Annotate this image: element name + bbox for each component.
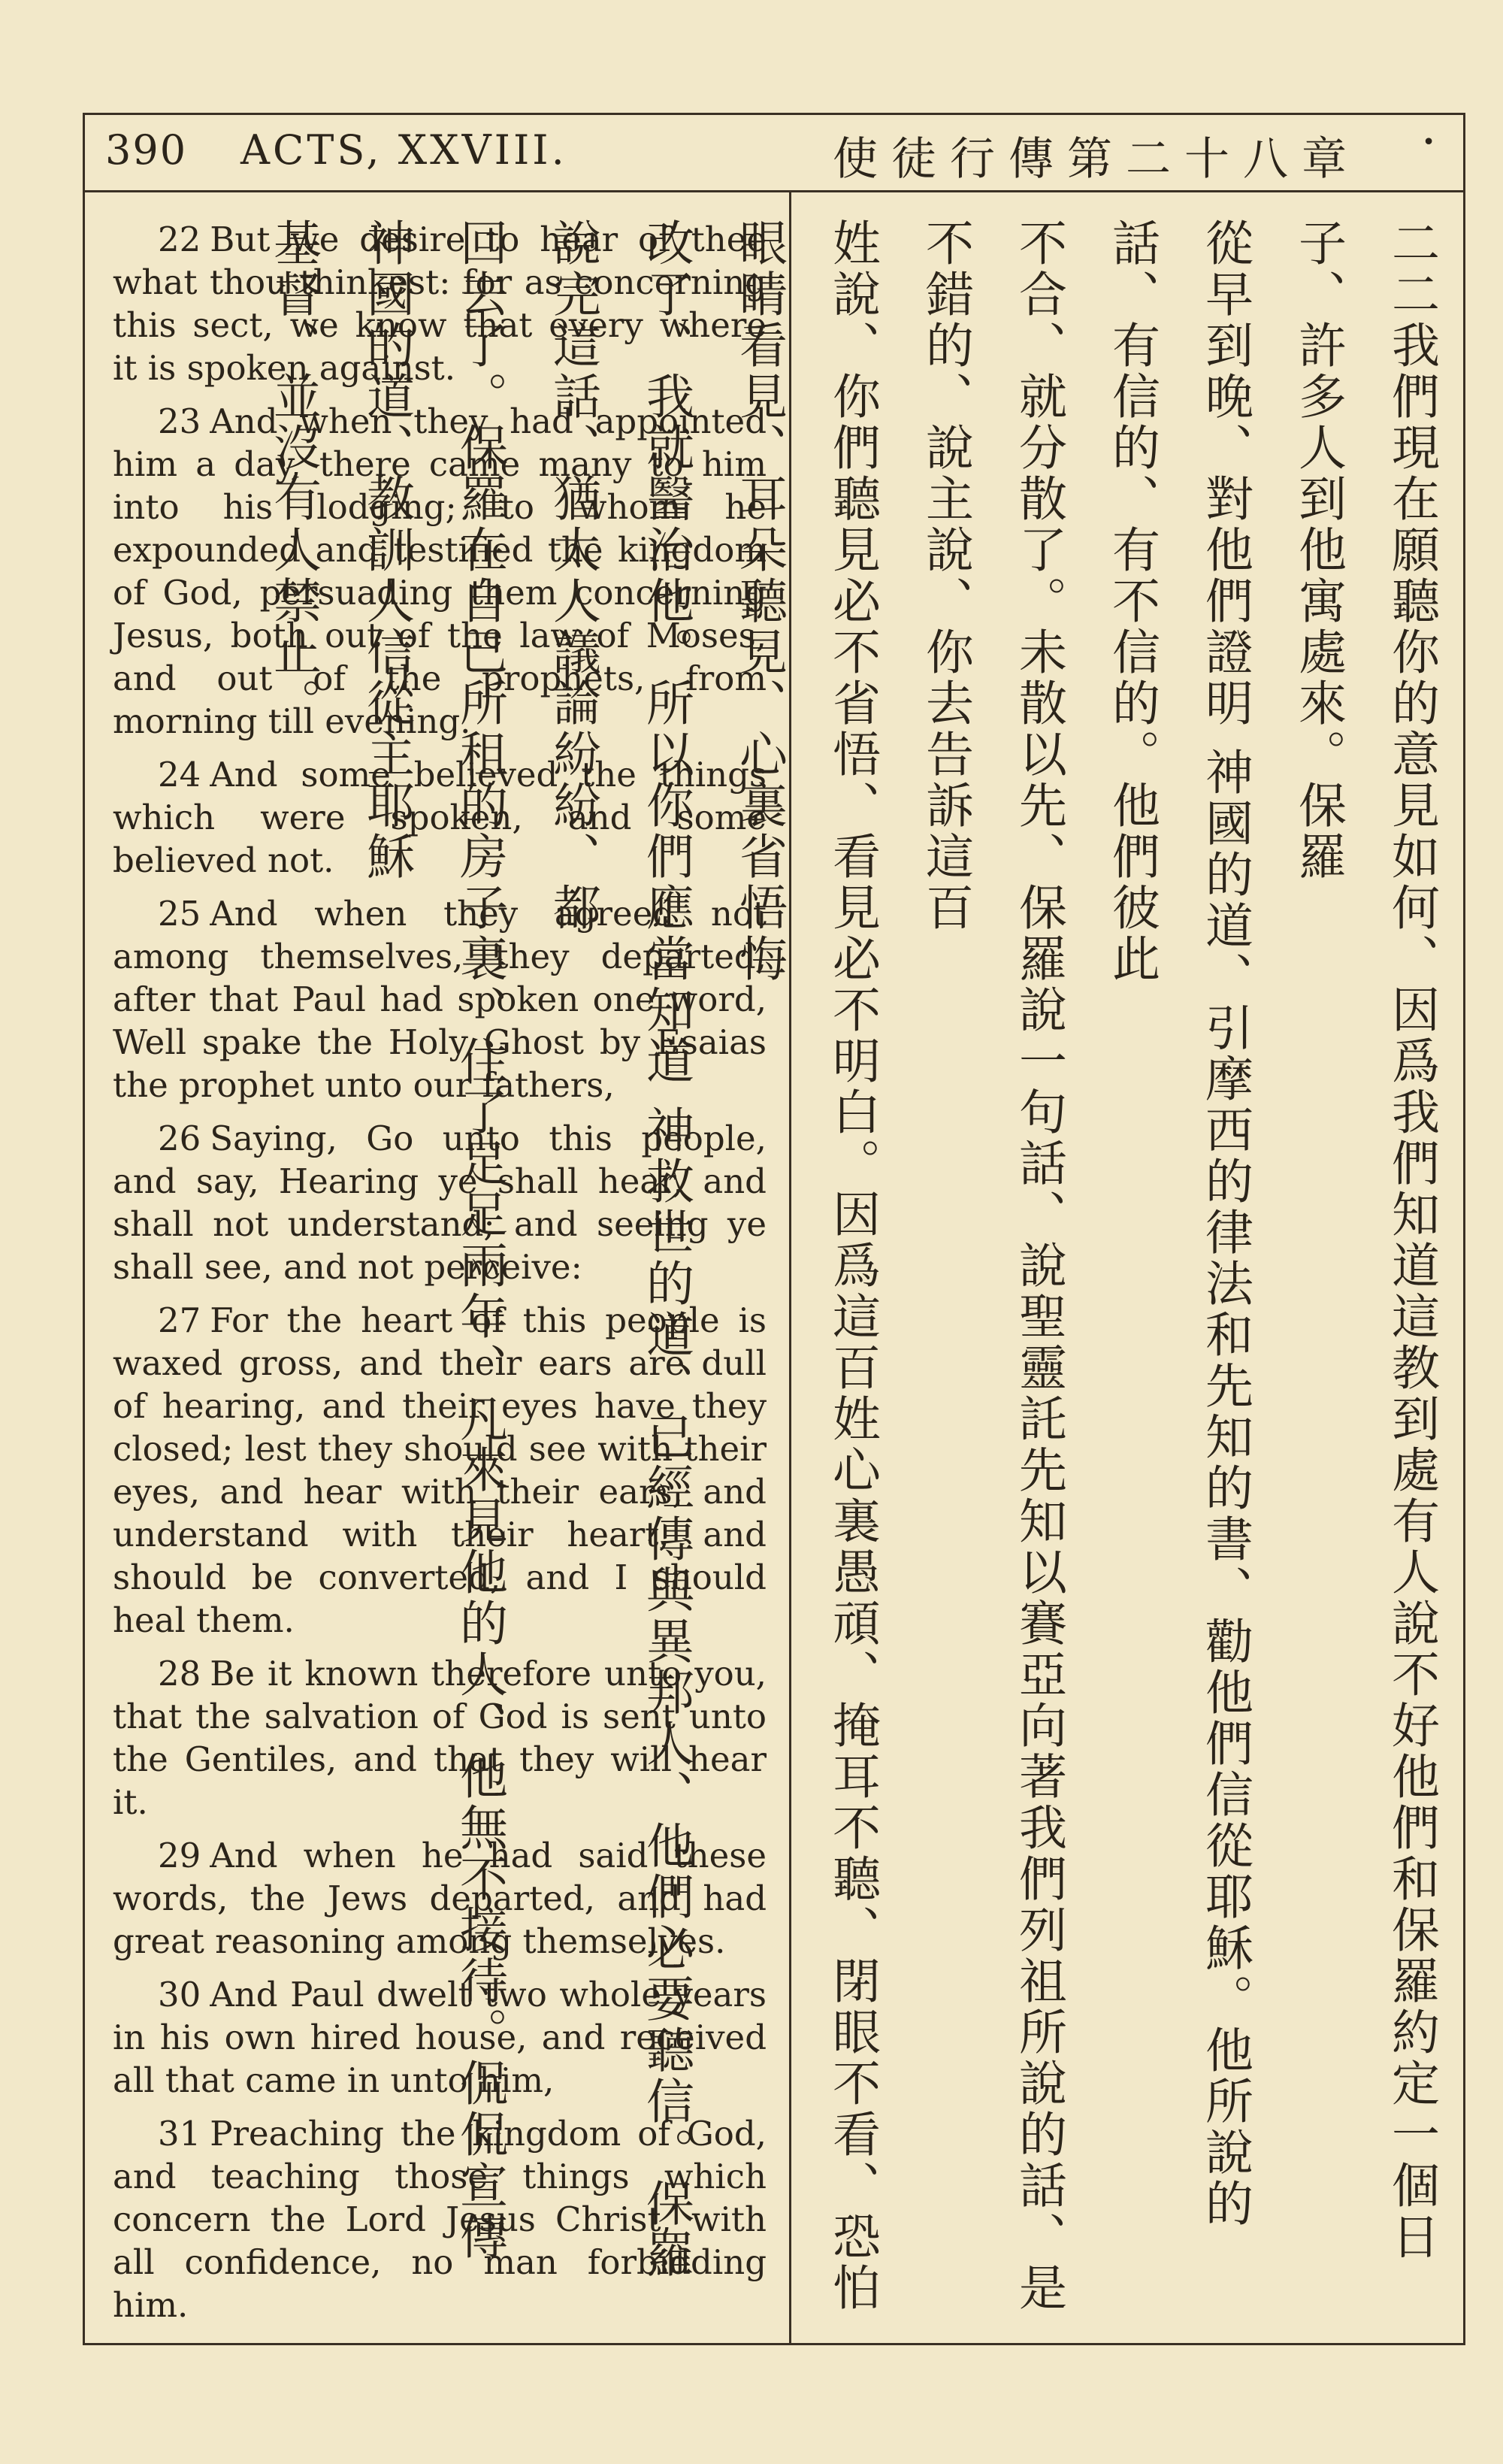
- chinese-line: 回去了。保羅在自己所租的房子裏、住了足足兩年、凡來見他的人、他無不接待。侃侃宣傳 神國的道、教訓人信從主耶穌: [358, 218, 507, 2263]
- chinese-line: 基督、並沒有人禁止。: [265, 218, 321, 729]
- running-head: ACTS, XXVIII.: [240, 126, 567, 174]
- verse: 24 And some believed the things which were spoken, and some believed not.: [113, 755, 767, 880]
- chinese-line: 從早到晚、對他們證明 神國的道、引摩西的律法和先知的書、勸他們信從耶穌。他所說的話、有信的、有不信的。他們彼此: [1104, 218, 1253, 2230]
- chinese-title: 使徒行傳第二十八章: [833, 133, 1360, 186]
- chinese-line: 姓說、你們聽見必不省悟、看見必不明白。因爲這百姓心裏愚頑、掩耳不聽、閉眼不看、恐怕眼睛看見、耳朵聽見、心裏省悟悔: [731, 218, 880, 2314]
- verse: 23 And when they had appointed him a day, there came many to him into his lodging; to whom he expounded and testified the kingdom of God, persuading them concerning Jesus, both out of the law of Moses, and out of the prophets, from morning till evening.: [113, 401, 767, 741]
- verse: 29 And when he had said these words, the Jews departed, and had great reasoning among themselves.: [113, 1836, 767, 1961]
- verse: 25 And when they agreed not among themselves, they departed, after that Paul had spoken one word, Well spake the Holy Ghost by Esaias the prophet unto our fathers,: [113, 894, 767, 1105]
- verse: 30 And Paul dwelt two whole years in his own hired house, and received all that came in unto him,: [113, 1975, 767, 2100]
- verse: 28 Be it known therefore unto you, that the salvation of God is sent unto the Gentiles, and that they will hear it.: [113, 1654, 767, 1822]
- page-header: [83, 113, 1465, 192]
- verse: 31 Preaching the kingdom of God, and teaching those things which concern the Lord Jesus Christ, with all confidence, no man forbidding him.: [113, 2114, 767, 2325]
- chinese-line: 二二我們現在願聽你的意見如何、因爲我們知道這教到處有人說不好他們和保羅約定一個日子、許多人到他寓處來。保羅: [1290, 218, 1439, 2263]
- chinese-line: 改了、我就醫治他。所以你們應當知道 神救世的道、已經傳與異邦人、他們必要聽信。保羅說完這話、猶太人議論紛紛、都: [545, 218, 694, 2281]
- ornament-dot-icon: •: [1422, 129, 1435, 156]
- page-number: 390: [105, 126, 188, 174]
- verse: 27 For the heart of this people is waxed gross, and their ears are dull of hearing, and their eyes have they closed; lest they should see with their eyes, and hear with their ears, and understand with their heart, and should be converted, and I should heal them.: [113, 1300, 767, 1640]
- chinese-line: 不合、就分散了。未散以先、保羅說一句話、說聖靈託先知以賽亞向著我們列祖所說的話、是不錯的、說主說、你去告訴這百: [918, 218, 1066, 2314]
- verse: 22 But we desire to hear of thee what thou thinkest: for as concerning this sect, we know that every where it is spoken against.: [113, 219, 767, 388]
- verse: 26 Saying, Go unto this people, and say, Hearing ye shall hear, and shall not understand; and seeing ye shall see, and not perceive:: [113, 1118, 767, 1287]
